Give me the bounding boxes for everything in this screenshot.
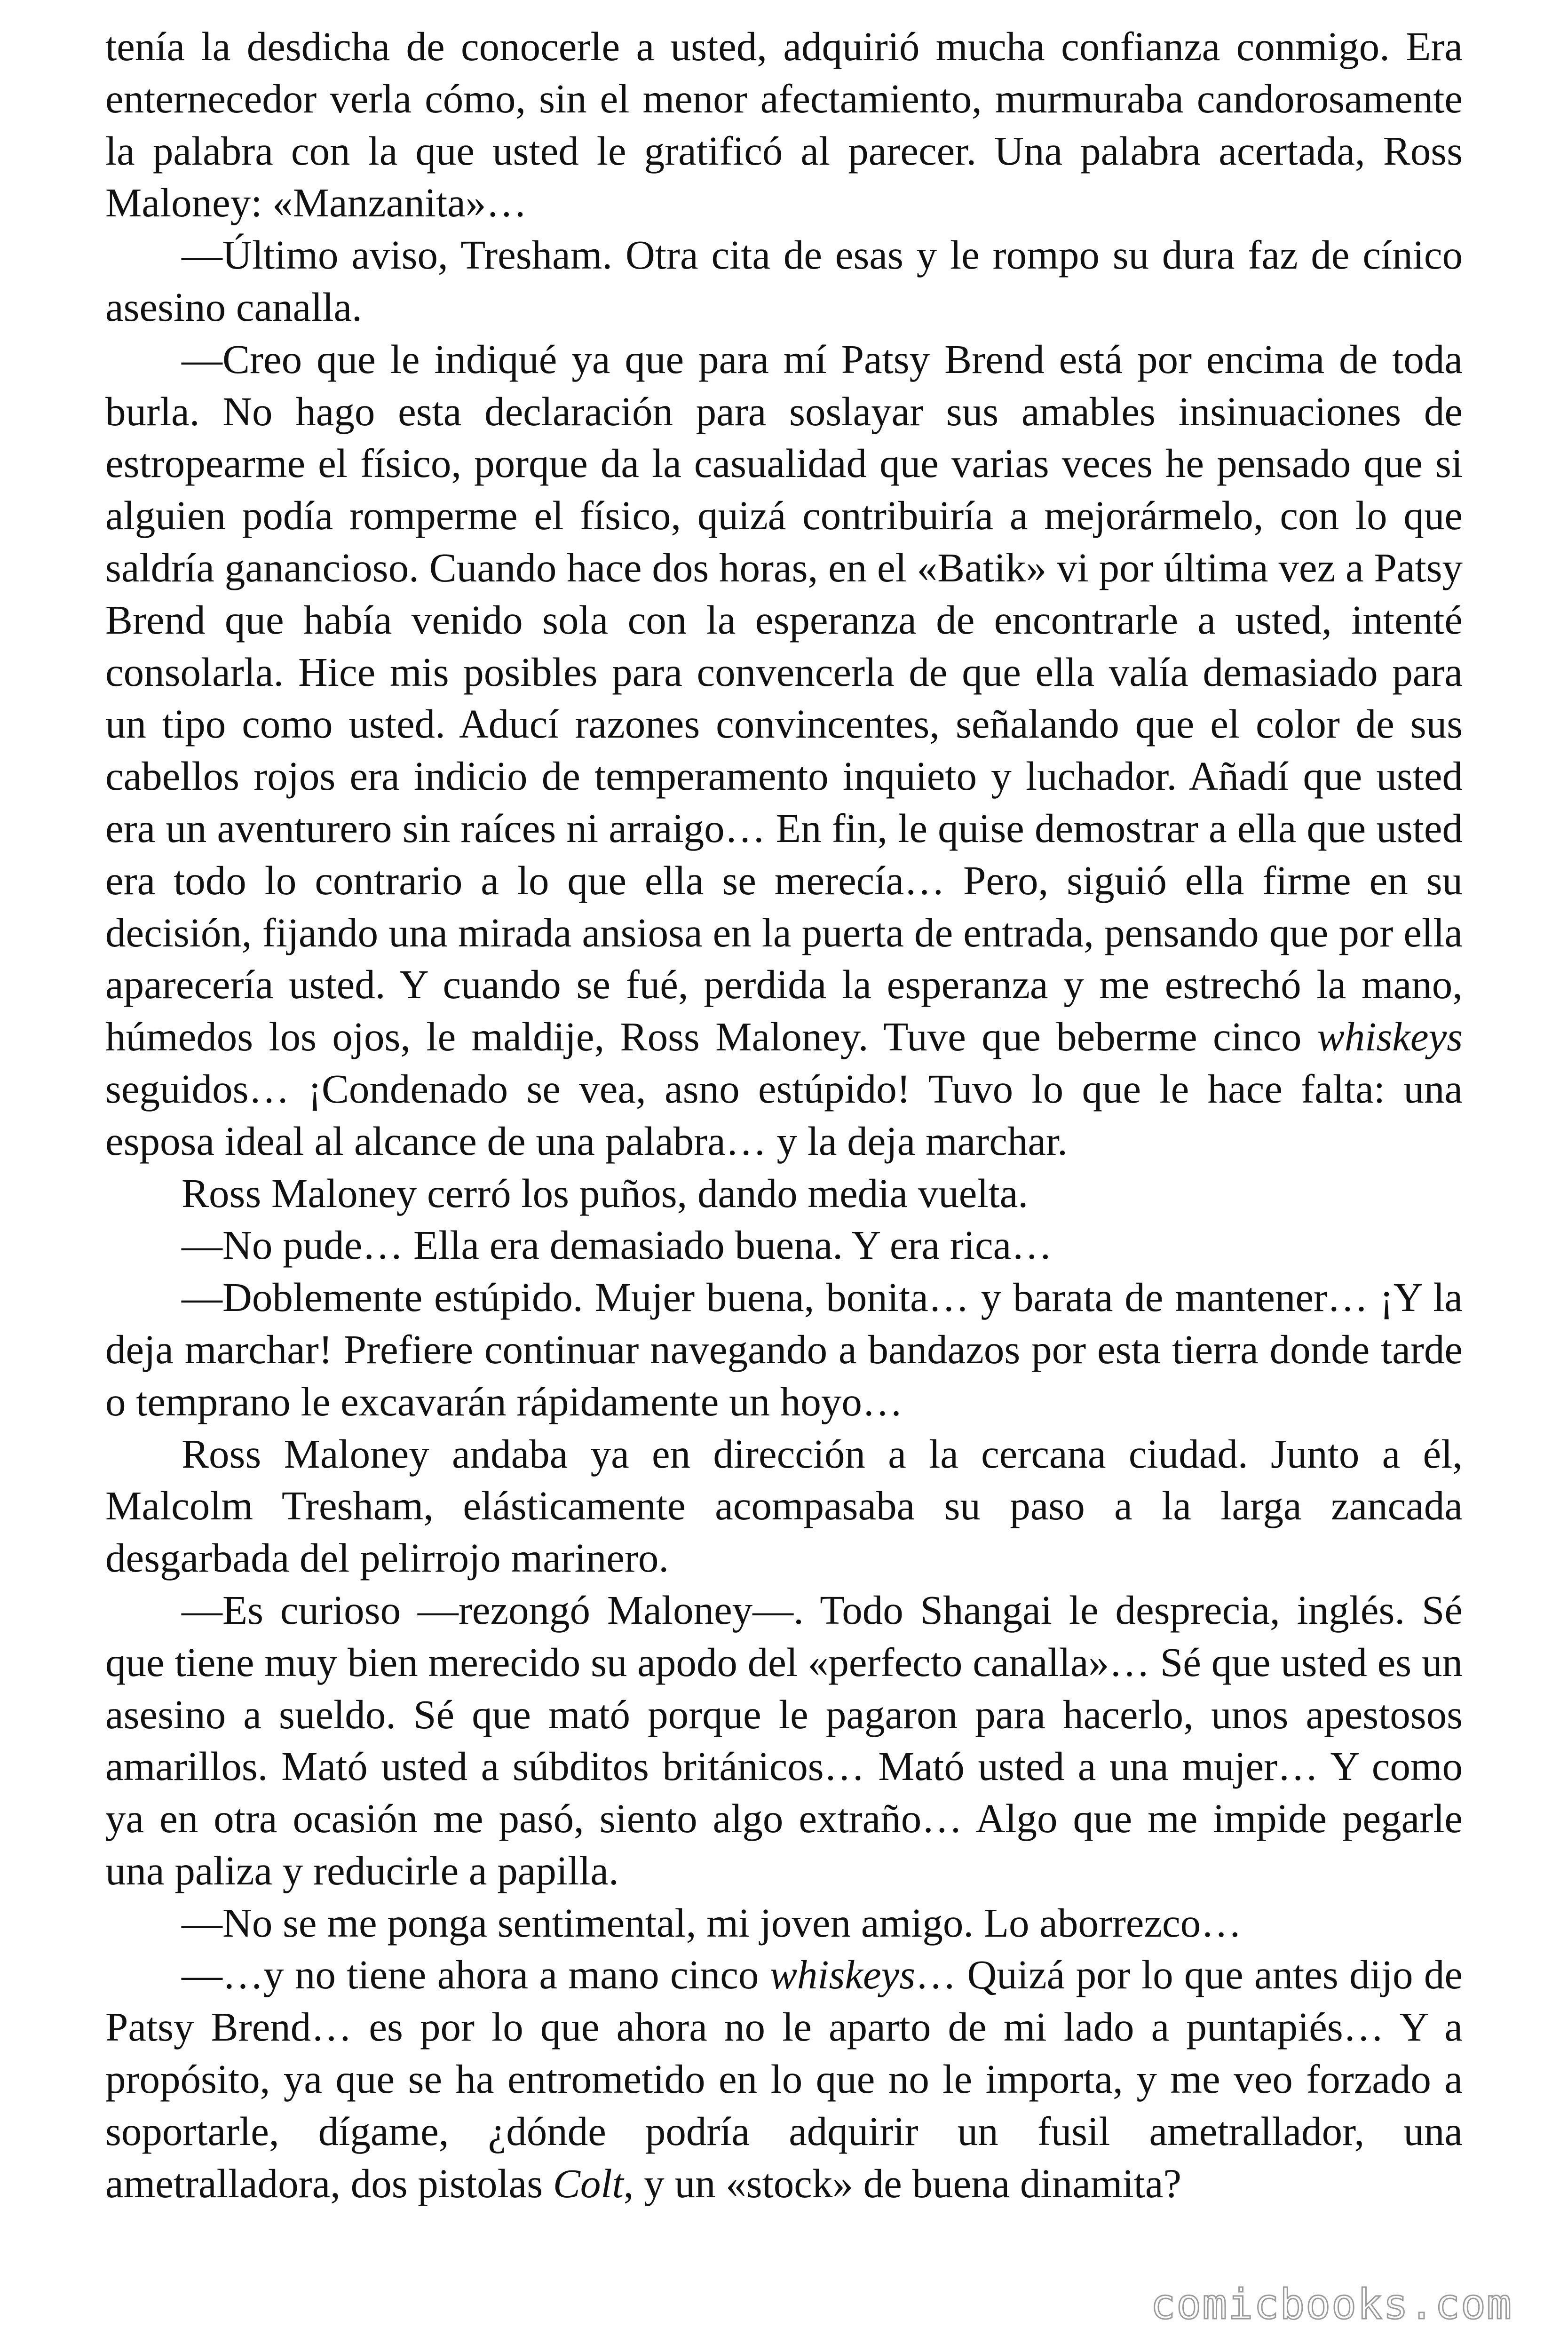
page-text <box>105 21 1463 2209</box>
paragraph-8: —Es curioso —rezongó Maloney—. Todo Shangai le desprecia, inglés. Sé que tiene muy bien merecido su apodo del «perfecto canalla»… Sé que usted es un asesino a sueldo. Sé que mató porque le pagaron para hacerlo, unos apestosos amarillos. Mató usted a súbditos británicos… Mató usted a una mujer… Y como ya en otra ocasión me pasó, siento algo extraño… Algo que me impide pegarle una paliza y reducirle a papilla. <box>105 1587 1463 1893</box>
paragraph-6: —Doblemente estúpido. Mujer buena, bonita… y barata de mantener… ¡Y la deja marchar! Prefiere continuar navegando a bandazos por esta tierra donde tarde o temprano le excavarán rápidamente un hoyo… <box>105 1274 1463 1424</box>
italic-term: whiskeys <box>769 1952 916 1998</box>
paragraph-4: Ross Maloney cerró los puños, dando media vuelta. <box>182 1170 1029 1216</box>
paragraph-7: Ross Maloney andaba ya en dirección a la cercana ciudad. Junto a él, Malcolm Tresham, elásticamente acompasaba su paso a la larga zancada desgarbada del pelirrojo marinero. <box>105 1430 1463 1581</box>
italic-term: Colt <box>553 2160 624 2206</box>
watermark: comicbooks.com <box>1150 2280 1513 2328</box>
paragraph-9: —No se me ponga sentimental, mi joven amigo. Lo aborrezco… <box>182 1899 1242 1946</box>
paragraph-2: —Último aviso, Tresham. Otra cita de esas y le rompo su dura faz de cínico asesino canalla. <box>105 232 1463 330</box>
paragraph-5: —No pude… Ella era demasiado buena. Y era rica… <box>182 1222 1053 1268</box>
italic-term: whiskeys <box>1317 1014 1463 1060</box>
paragraph-3: —Creo que le indiqué ya que para mí Patsy Brend está por encima de toda burla. No hago esta declaración para soslayar sus amables insinuaciones de estropearme el físico, porque da la casualidad que varias veces he pensado que si alguien podía romperme el físico, quizá contribuiría a mejorármelo, con lo que saldría ganancioso. Cuando hace dos horas, en el «Batik» vi por última vez a Patsy Brend que había venido sola con la esperanza de encontrarle a usted, intenté consolarla. Hice mis posibles para convencerla de que ella valía demasiado para un tipo como usted. Aducí razones convincentes, señalando que el color de sus cabellos rojos era indicio de temperamento inquieto y luchador. Añadí que usted era un aventurero sin raíces ni arraigo… En fin, le quise demostrar a ella que usted era todo lo contrario a lo que ella se merecía… Pero, siguió ella firme en su decisión, fijando una mirada ansiosa en la puerta de entrada, pensando que por ella aparecería usted. Y cuando se fué, perdida la esperanza y me estrechó la mano, húmedos los ojos, le maldije, Ross Maloney. Tuve que beberme cinco whiskeys seguidos… ¡Condenado se vea, asno estúpido! Tuvo lo que le hace falta: una esposa ideal al alcance de una palabra… y la deja marchar. <box>105 336 1463 1164</box>
paragraph-10: —…y no tiene ahora a mano cinco whiskeys… Quizá por lo que antes dijo de Patsy Brend… es por lo que ahora no le aparto de mi lado a puntapiés… Y a propósito, ya que se ha entrometido en lo que no le importa, y me veo forzado a soportarle, dígame, ¿dónde podría adquirir un fusil ametrallador, una ametralladora, dos pistolas Colt, y un «stock» de buena dinamita? <box>105 1952 1463 2206</box>
paragraph-1: tenía la desdicha de conocerle a usted, adquirió mucha confianza conmigo. Era enternecedor verla cómo, sin el menor afectamiento, murmuraba candorosamente la palabra con la que usted le gratificó al parecer. Una palabra acertada, Ross Maloney: «Manzanita»… <box>105 24 1463 226</box>
